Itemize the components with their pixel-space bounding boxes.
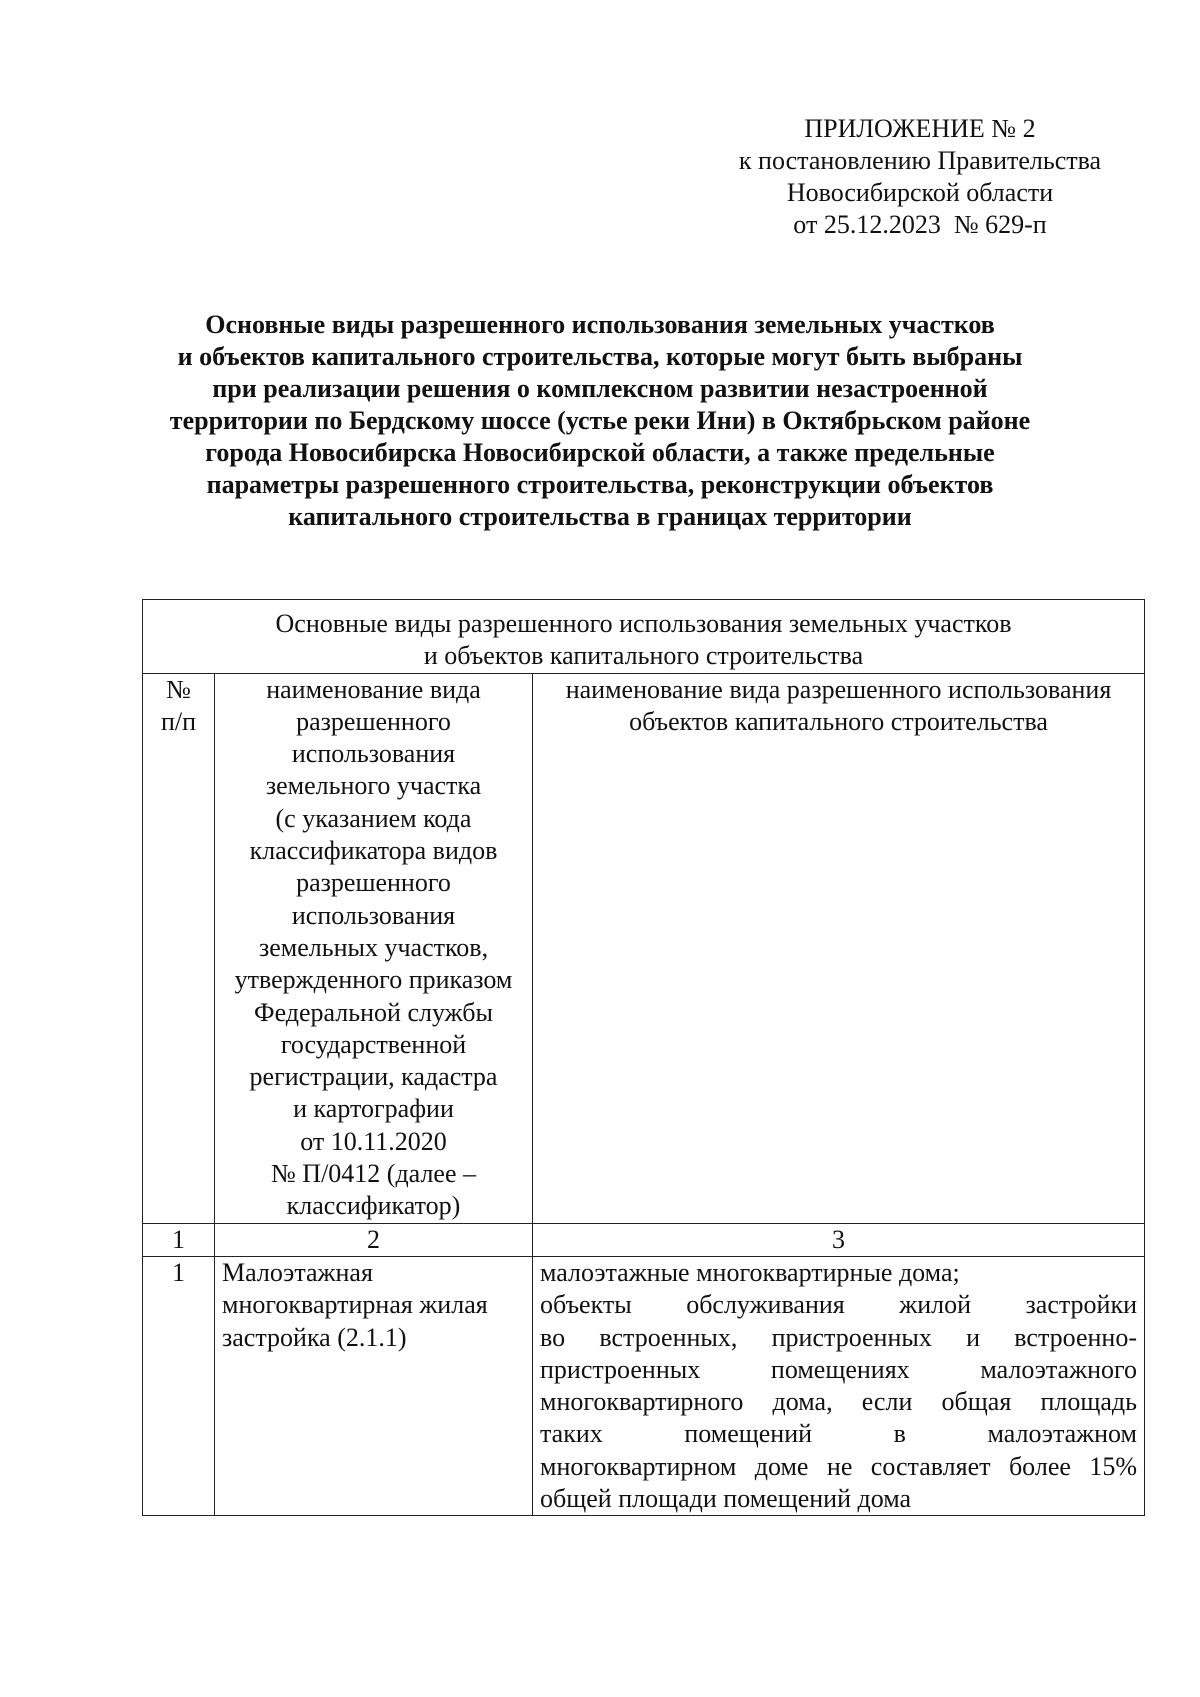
row-objects-cell xyxy=(533,1256,1145,1515)
header-text: классификатора видов xyxy=(249,836,498,866)
land-use-text: многоквартирная жилая xyxy=(222,1290,488,1320)
objects-text: многоквартирном доме не составляет более 15% xyxy=(540,1451,1137,1481)
objects-text: многоквартирного дома, если общая площадь xyxy=(540,1387,1137,1417)
annex-title: ПРИЛОЖЕНИЕ № 2 xyxy=(804,114,1036,143)
header-text: п/п xyxy=(160,706,197,736)
header-text: и картографии xyxy=(293,1094,454,1124)
column-number-cell: 2 xyxy=(215,1223,533,1256)
table-header-row xyxy=(143,673,1145,1223)
land-use-table xyxy=(142,599,1145,1516)
header-text: Федеральной службы xyxy=(254,997,493,1027)
heading-line: при реализации решения о комплексном развитии незастроенной xyxy=(212,374,988,403)
objects-text: малоэтажные многоквартирные дома; xyxy=(540,1257,960,1287)
table-title-line: Основные виды разрешенного использования земельных участков xyxy=(275,609,1012,638)
column-number-cell: 1 xyxy=(143,1223,215,1256)
annex-block xyxy=(720,113,1120,241)
heading-line: территории по Бердскому шоссе (устье реки Ини) в Октябрьском районе xyxy=(169,406,1031,435)
objects-text: общей площади помещений дома xyxy=(540,1484,912,1514)
document-heading xyxy=(140,309,1060,533)
annex-line: к постановлению Правительства xyxy=(738,146,1102,175)
heading-line: капитального строительства в границах территории xyxy=(288,502,912,531)
header-text: наименование вида разрешенного использования xyxy=(565,674,1112,704)
objects-text: таких помещений в малоэтажном xyxy=(540,1419,1137,1449)
land-use-text: Малоэтажная xyxy=(222,1257,373,1287)
header-objects-cell xyxy=(533,673,1145,1223)
row-number-cell: 1 xyxy=(143,1256,215,1515)
column-number-row xyxy=(143,1223,1145,1256)
annex-line: Новосибирской области xyxy=(786,178,1054,207)
header-text: разрешенного xyxy=(296,706,451,736)
header-text: утвержденного приказом xyxy=(234,965,513,995)
header-text: использования xyxy=(291,739,456,769)
heading-line: города Новосибирска Новосибирской области, а также предельные xyxy=(205,438,995,467)
table-row xyxy=(143,1256,1145,1515)
column-number-cell: 3 xyxy=(533,1223,1145,1256)
row-land-use-cell xyxy=(215,1256,533,1515)
header-text: разрешенного xyxy=(296,868,451,898)
header-text: классификатор) xyxy=(286,1191,461,1221)
header-number-cell xyxy=(143,673,215,1223)
table-title-cell xyxy=(143,600,1145,674)
objects-text: объекты обслуживания жилой застройки xyxy=(540,1290,1137,1320)
header-text: земельных участков, xyxy=(258,932,489,962)
header-land-use-cell xyxy=(215,673,533,1223)
heading-line: и объектов капитального строительства, которые могут быть выбраны xyxy=(177,342,1023,371)
table-title-row xyxy=(143,600,1145,674)
heading-line: параметры разрешенного строительства, реконструкции объектов xyxy=(206,470,994,499)
header-text: № П/0412 (далее – xyxy=(270,1159,477,1189)
header-text: земельного участка xyxy=(265,771,482,801)
header-text: объектов капитального строительства xyxy=(629,706,1048,736)
header-text: использования xyxy=(291,900,456,930)
annex-date-number: от 25.12.2023 № 629-п xyxy=(793,210,1047,239)
header-text: № xyxy=(166,674,191,704)
header-text: регистрации, кадастра xyxy=(249,1062,498,1092)
header-text: от 10.11.2020 xyxy=(300,1126,447,1156)
table-title-line: и объектов капитального строительства xyxy=(423,641,864,671)
land-use-text: застройка (2.1.1) xyxy=(222,1322,407,1352)
objects-text: во встроенных, пристроенных и встроенно- xyxy=(540,1322,1137,1352)
header-text: наименование вида xyxy=(266,674,481,704)
heading-line: Основные виды разрешенного использования земельных участков xyxy=(205,310,995,339)
header-text: (с указанием кода xyxy=(275,803,472,833)
header-text: государственной xyxy=(280,1029,467,1059)
objects-text: пристроенных помещениях малоэтажного xyxy=(540,1354,1137,1384)
